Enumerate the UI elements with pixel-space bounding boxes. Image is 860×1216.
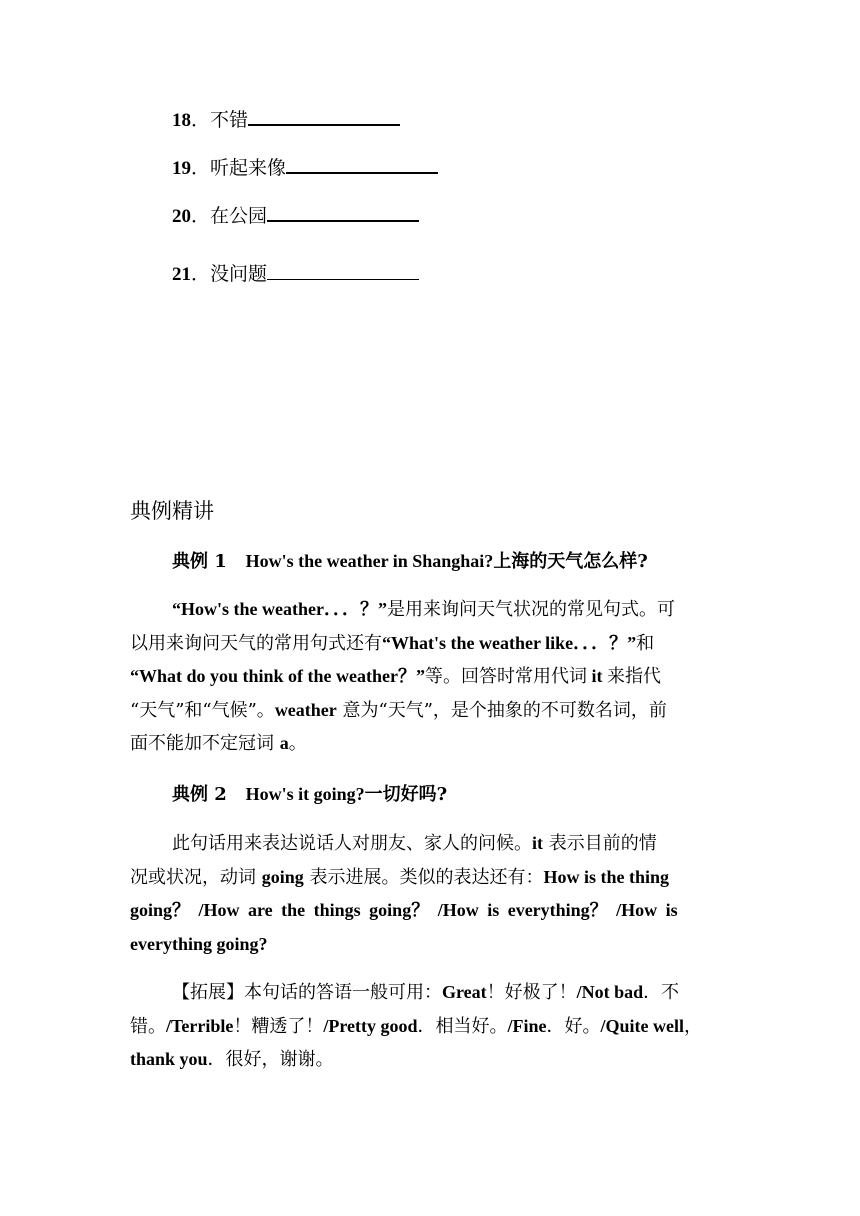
example-label: 典例 2 xyxy=(172,784,227,805)
extension-note xyxy=(130,976,732,1077)
example-2-heading xyxy=(172,782,447,807)
example-translation: 一切好吗? xyxy=(364,784,448,805)
item-number: 21 xyxy=(172,264,191,285)
paragraph-line: 以用来询问天气的常用句式还有“What's the weather like．．．？”和 xyxy=(130,632,655,654)
paragraph-line: “What do you think of the weather？”等。回答时常用代词 it 来指代 xyxy=(130,666,662,687)
paragraph-line: 面不能加不定冠词 a。 xyxy=(130,733,307,754)
paragraph-line: 错。/Terrible！糟透了！/Pretty good．相当好。/Fine．好。/Quite well， xyxy=(130,1015,702,1037)
example-question: How's it going? xyxy=(245,784,365,804)
example-1-explanation xyxy=(130,593,732,761)
paragraph-line: 【拓展】本句话的答语一般可用：Great！好极了！/Not bad．不 xyxy=(172,982,680,1003)
item-number: 18 xyxy=(172,110,191,131)
answer-blank[interactable] xyxy=(267,202,419,222)
paragraph-line: going？ /How are the things going？ /How is everything？ /How is xyxy=(130,900,678,920)
exercise-item-18 xyxy=(172,106,400,133)
paragraph-line: 此句话用来表达说话人对朋友、家人的问候。it 表示目前的情 xyxy=(172,833,657,854)
paragraph-line: thank you．很好，谢谢。 xyxy=(130,1049,334,1070)
answer-blank[interactable] xyxy=(267,261,419,280)
item-text: ．在公园 xyxy=(191,205,268,227)
paragraph-line: everything going? xyxy=(130,933,268,954)
paragraph-line: “天气”和“气候”。weather 意为“天气”，是个抽象的不可数名词，前 xyxy=(130,699,667,721)
item-text: ．没问题 xyxy=(191,263,268,285)
example-2-explanation xyxy=(130,827,732,961)
example-translation: 上海的天气怎么样? xyxy=(493,551,648,572)
answer-blank[interactable] xyxy=(248,106,400,126)
paragraph-line: “How's the weather．．．？”是用来询问天气状况的常见句式。可 xyxy=(172,599,675,620)
item-number: 19 xyxy=(172,158,191,179)
example-1-heading xyxy=(172,549,648,574)
paragraph-line: 况或状况，动词 going 表示进展。类似的表达还有：How is the thing xyxy=(130,866,670,888)
section-title: 典例精讲 xyxy=(130,499,214,523)
example-label: 典例 1 xyxy=(172,551,227,572)
item-text: ．不错 xyxy=(191,109,249,131)
item-text: ．听起来像 xyxy=(191,157,287,179)
answer-blank[interactable] xyxy=(286,154,438,174)
exercise-item-21 xyxy=(172,261,419,287)
exercise-item-20 xyxy=(172,202,419,229)
example-question: How's the weather in Shanghai? xyxy=(245,551,494,571)
exercise-item-19 xyxy=(172,154,438,181)
item-number: 20 xyxy=(172,206,191,227)
